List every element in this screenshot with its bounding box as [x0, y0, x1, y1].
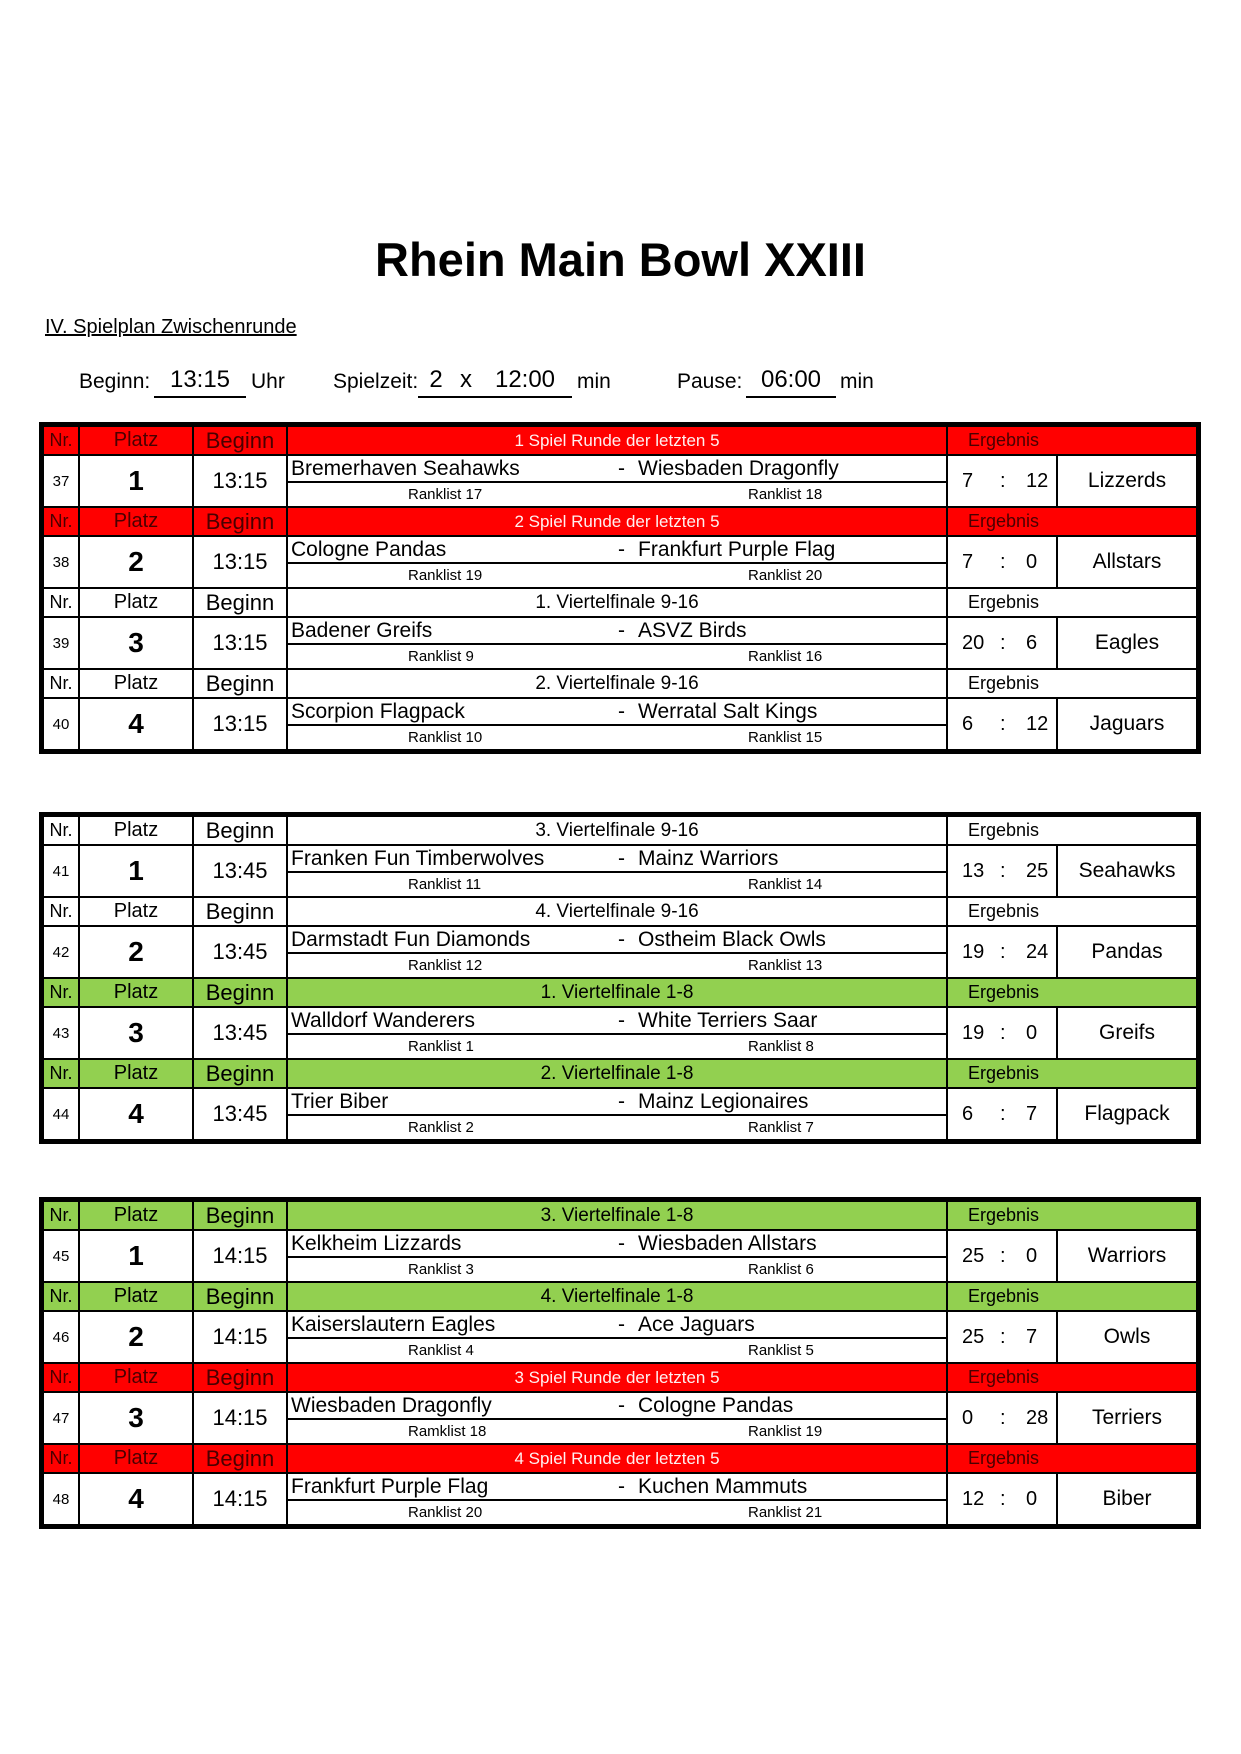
- round-header-row: [43, 1059, 1197, 1088]
- versus-dash: -: [618, 1090, 625, 1113]
- field-number: 3: [79, 617, 193, 669]
- round-title: 3. Viertelfinale 1-8: [287, 1201, 947, 1230]
- header-nr: Nr.: [43, 897, 79, 926]
- matchup: [287, 1007, 947, 1059]
- round-header-row: [43, 1444, 1197, 1473]
- away-ranklist: Ranklist 6: [748, 1261, 814, 1278]
- game-number: 44: [43, 1088, 79, 1140]
- versus-dash: -: [618, 538, 625, 561]
- home-ranklist: Ranklist 20: [408, 1504, 483, 1521]
- header-platz: Platz: [79, 1363, 193, 1392]
- header-platz: Platz: [79, 1059, 193, 1088]
- header-ergebnis: Ergebnis: [947, 588, 1197, 617]
- away-ranklist: Ranklist 13: [748, 957, 823, 974]
- spielzeit-label: Spielzeit:: [333, 370, 419, 393]
- winner-name: Biber: [1057, 1473, 1197, 1525]
- away-ranklist: Ranklist 5: [748, 1342, 814, 1359]
- header-platz: Platz: [79, 1201, 193, 1230]
- header-platz: Platz: [79, 507, 193, 536]
- schedule-block: [39, 1197, 1201, 1529]
- home-team: Badener Greifs: [291, 619, 433, 642]
- score: [947, 1088, 1057, 1140]
- away-team: White Terriers Saar: [638, 1009, 818, 1032]
- header-platz: Platz: [79, 669, 193, 698]
- schedule-table: [42, 425, 1198, 751]
- winner-name: Flagpack: [1057, 1088, 1197, 1140]
- start-time: 13:45: [193, 1007, 287, 1059]
- header-ergebnis: Ergebnis: [947, 1201, 1197, 1230]
- versus-dash: -: [618, 1313, 625, 1336]
- round-title: 1. Viertelfinale 1-8: [287, 978, 947, 1007]
- home-team: Cologne Pandas: [291, 538, 447, 561]
- away-team: Ace Jaguars: [638, 1313, 755, 1336]
- start-time: 13:15: [193, 617, 287, 669]
- header-ergebnis: Ergebnis: [947, 1282, 1197, 1311]
- matchup: [287, 1311, 947, 1363]
- game-row: [43, 1007, 1197, 1059]
- game-row: [43, 1230, 1197, 1282]
- score-home: 7: [962, 551, 974, 573]
- field-number: 4: [79, 1088, 193, 1140]
- winner-name: Terriers: [1057, 1392, 1197, 1444]
- winner-name: Lizzerds: [1057, 455, 1197, 507]
- matchup: [287, 1230, 947, 1282]
- field-number: 4: [79, 698, 193, 750]
- score-colon: :: [1000, 713, 1006, 735]
- score-colon: :: [1000, 1407, 1006, 1429]
- score-away: 0: [1026, 551, 1038, 573]
- versus-dash: -: [618, 1009, 625, 1032]
- score-colon: :: [1000, 632, 1006, 654]
- round-title: 4. Viertelfinale 9-16: [287, 897, 947, 926]
- home-ranklist: Ranklist 1: [408, 1038, 474, 1055]
- pause-label: Pause:: [677, 370, 743, 393]
- header-platz: Platz: [79, 897, 193, 926]
- header-beginn: Beginn: [193, 588, 287, 617]
- field-number: 1: [79, 1230, 193, 1282]
- winner-name: Warriors: [1057, 1230, 1197, 1282]
- header-beginn: Beginn: [193, 1282, 287, 1311]
- score: [947, 1311, 1057, 1363]
- start-time: 13:45: [193, 845, 287, 897]
- game-row: [43, 617, 1197, 669]
- home-ranklist: Ranklist 12: [408, 957, 483, 974]
- header-nr: Nr.: [43, 1201, 79, 1230]
- winner-name: Allstars: [1057, 536, 1197, 588]
- versus-dash: -: [618, 1232, 625, 1255]
- score: [947, 617, 1057, 669]
- score-away: 6: [1026, 632, 1038, 654]
- matchup: [287, 617, 947, 669]
- page-title: Rhein Main Bowl XXIII: [375, 233, 866, 286]
- score: [947, 926, 1057, 978]
- winner-name: Greifs: [1057, 1007, 1197, 1059]
- score-home: 7: [962, 470, 974, 492]
- start-time: 14:15: [193, 1473, 287, 1525]
- versus-dash: -: [618, 847, 625, 870]
- round-header-row: [43, 1201, 1197, 1230]
- header-nr: Nr.: [43, 669, 79, 698]
- score-colon: :: [1000, 1488, 1006, 1510]
- header-beginn: Beginn: [193, 978, 287, 1007]
- start-time: 13:45: [193, 926, 287, 978]
- header-beginn: Beginn: [193, 816, 287, 845]
- score: [947, 1473, 1057, 1525]
- field-number: 4: [79, 1473, 193, 1525]
- winner-name: Eagles: [1057, 617, 1197, 669]
- winner-name: Jaguars: [1057, 698, 1197, 750]
- home-ranklist: Ranklist 4: [408, 1342, 474, 1359]
- header-ergebnis: Ergebnis: [947, 1444, 1197, 1473]
- home-team: Darmstadt Fun Diamonds: [291, 928, 531, 951]
- game-row: [43, 455, 1197, 507]
- winner-name: Seahawks: [1057, 845, 1197, 897]
- header-beginn: Beginn: [193, 426, 287, 455]
- score: [947, 698, 1057, 750]
- start-time: 13:15: [193, 698, 287, 750]
- start-time: 14:15: [193, 1392, 287, 1444]
- header-nr: Nr.: [43, 1059, 79, 1088]
- home-team: Frankfurt Purple Flag: [291, 1475, 489, 1498]
- matchup: [287, 1088, 947, 1140]
- away-team: Cologne Pandas: [638, 1394, 794, 1417]
- score-colon: :: [1000, 941, 1006, 963]
- score-home: 19: [962, 941, 985, 963]
- score: [947, 845, 1057, 897]
- score-colon: :: [1000, 1103, 1006, 1125]
- score-home: 13: [962, 860, 985, 882]
- header-platz: Platz: [79, 1282, 193, 1311]
- home-ranklist: Ranklist 19: [408, 567, 483, 584]
- score-away: 12: [1026, 713, 1049, 735]
- game-number: 46: [43, 1311, 79, 1363]
- game-row: [43, 1473, 1197, 1525]
- game-number: 41: [43, 845, 79, 897]
- score-home: 19: [962, 1022, 985, 1044]
- score-away: 24: [1026, 941, 1049, 963]
- section-subtitle: IV. Spielplan Zwischenrunde: [45, 316, 297, 338]
- pause-unit: min: [840, 370, 874, 393]
- header-nr: Nr.: [43, 1282, 79, 1311]
- versus-dash: -: [618, 457, 625, 480]
- matchup: [287, 1392, 947, 1444]
- home-ranklist: Ranklist 10: [408, 729, 483, 746]
- header-beginn: Beginn: [193, 1201, 287, 1230]
- matchup: [287, 698, 947, 750]
- header-platz: Platz: [79, 978, 193, 1007]
- header-platz: Platz: [79, 588, 193, 617]
- game-row: [43, 845, 1197, 897]
- game-number: 42: [43, 926, 79, 978]
- away-ranklist: Ranklist 20: [748, 567, 823, 584]
- home-ranklist: Ranklist 17: [408, 486, 483, 503]
- away-team: Mainz Legionaires: [638, 1090, 809, 1113]
- versus-dash: -: [618, 928, 625, 951]
- home-team: Kelkheim Lizzards: [291, 1232, 462, 1255]
- away-ranklist: Ranklist 21: [748, 1504, 823, 1521]
- game-number: 43: [43, 1007, 79, 1059]
- score-home: 0: [962, 1407, 974, 1429]
- game-row: [43, 1088, 1197, 1140]
- start-time: 13:15: [193, 455, 287, 507]
- score-away: 12: [1026, 470, 1049, 492]
- score: [947, 536, 1057, 588]
- pause-value: 06:00: [746, 366, 836, 398]
- header-ergebnis: Ergebnis: [947, 816, 1197, 845]
- game-number: 47: [43, 1392, 79, 1444]
- field-number: 2: [79, 1311, 193, 1363]
- field-number: 1: [79, 845, 193, 897]
- home-ranklist: Ranklist 11: [408, 876, 482, 893]
- schedule-table: [42, 1200, 1198, 1526]
- round-title: 4 Spiel Runde der letzten 5: [287, 1444, 947, 1473]
- round-header-row: [43, 426, 1197, 455]
- score-colon: :: [1000, 860, 1006, 882]
- spielzeit-x: x: [454, 366, 478, 398]
- versus-dash: -: [618, 1394, 625, 1417]
- spielzeit-count: 2: [418, 366, 454, 398]
- game-row: [43, 926, 1197, 978]
- header-ergebnis: Ergebnis: [947, 1059, 1197, 1088]
- away-ranklist: Ranklist 18: [748, 486, 823, 503]
- matchup: [287, 845, 947, 897]
- header-ergebnis: Ergebnis: [947, 978, 1197, 1007]
- header-nr: Nr.: [43, 1363, 79, 1392]
- header-ergebnis: Ergebnis: [947, 426, 1197, 455]
- round-title: 2 Spiel Runde der letzten 5: [287, 507, 947, 536]
- game-number: 48: [43, 1473, 79, 1525]
- away-team: Mainz Warriors: [638, 847, 779, 870]
- home-team: Wiesbaden Dragonfly: [291, 1394, 492, 1417]
- header-nr: Nr.: [43, 507, 79, 536]
- header-beginn: Beginn: [193, 897, 287, 926]
- header-nr: Nr.: [43, 426, 79, 455]
- round-header-row: [43, 897, 1197, 926]
- away-ranklist: Ranklist 8: [748, 1038, 814, 1055]
- home-ranklist: Ramklist 18: [408, 1423, 487, 1440]
- round-title: 1 Spiel Runde der letzten 5: [287, 426, 947, 455]
- score-home: 25: [962, 1326, 985, 1348]
- header-nr: Nr.: [43, 588, 79, 617]
- game-number: 39: [43, 617, 79, 669]
- home-team: Scorpion Flagpack: [291, 700, 465, 723]
- game-row: [43, 698, 1197, 750]
- score-colon: :: [1000, 551, 1006, 573]
- score-home: 6: [962, 1103, 974, 1125]
- score-home: 20: [962, 632, 985, 654]
- round-title: 3 Spiel Runde der letzten 5: [287, 1363, 947, 1392]
- start-time: 13:45: [193, 1088, 287, 1140]
- start-time: 14:15: [193, 1230, 287, 1282]
- score: [947, 455, 1057, 507]
- game-row: [43, 1392, 1197, 1444]
- round-title: 1. Viertelfinale 9-16: [287, 588, 947, 617]
- matchup: [287, 926, 947, 978]
- away-team: Frankfurt Purple Flag: [638, 538, 836, 561]
- score-colon: :: [1000, 470, 1006, 492]
- spielzeit-value: 12:00: [478, 366, 572, 398]
- score: [947, 1007, 1057, 1059]
- score: [947, 1230, 1057, 1282]
- away-team: ASVZ Birds: [638, 619, 747, 642]
- versus-dash: -: [618, 1475, 625, 1498]
- game-number: 40: [43, 698, 79, 750]
- away-team: Wiesbaden Allstars: [638, 1232, 817, 1255]
- score-away: 25: [1026, 860, 1049, 882]
- home-team: Kaiserslautern Eagles: [291, 1313, 496, 1336]
- round-title: 3. Viertelfinale 9-16: [287, 816, 947, 845]
- beginn-label: Beginn:: [79, 370, 151, 393]
- game-number: 45: [43, 1230, 79, 1282]
- home-ranklist: Ranklist 3: [408, 1261, 474, 1278]
- header-nr: Nr.: [43, 816, 79, 845]
- round-header-row: [43, 1282, 1197, 1311]
- start-time: 14:15: [193, 1311, 287, 1363]
- header-beginn: Beginn: [193, 507, 287, 536]
- score-home: 6: [962, 713, 974, 735]
- away-ranklist: Ranklist 16: [748, 648, 823, 665]
- field-number: 1: [79, 455, 193, 507]
- home-team: Bremerhaven Seahawks: [291, 457, 520, 480]
- field-number: 2: [79, 926, 193, 978]
- header-ergebnis: Ergebnis: [947, 1363, 1197, 1392]
- winner-name: Owls: [1057, 1311, 1197, 1363]
- matchup: [287, 536, 947, 588]
- round-header-row: [43, 669, 1197, 698]
- beginn-value: 13:15: [154, 366, 246, 398]
- round-header-row: [43, 816, 1197, 845]
- header-ergebnis: Ergebnis: [947, 669, 1197, 698]
- score-colon: :: [1000, 1245, 1006, 1267]
- home-team: Trier Biber: [291, 1090, 389, 1113]
- away-ranklist: Ranklist 19: [748, 1423, 823, 1440]
- schedule-block: [39, 422, 1201, 754]
- away-ranklist: Ranklist 15: [748, 729, 823, 746]
- game-number: 38: [43, 536, 79, 588]
- header-beginn: Beginn: [193, 1363, 287, 1392]
- away-team: Ostheim Black Owls: [638, 928, 826, 951]
- spielzeit-unit: min: [577, 370, 611, 393]
- winner-name: Pandas: [1057, 926, 1197, 978]
- game-number: 37: [43, 455, 79, 507]
- game-row: [43, 536, 1197, 588]
- header-beginn: Beginn: [193, 669, 287, 698]
- schedule-block: [39, 812, 1201, 1144]
- round-header-row: [43, 507, 1197, 536]
- score-colon: :: [1000, 1326, 1006, 1348]
- round-title: 2. Viertelfinale 9-16: [287, 669, 947, 698]
- score-away: 7: [1026, 1103, 1038, 1125]
- versus-dash: -: [618, 619, 625, 642]
- round-title: 2. Viertelfinale 1-8: [287, 1059, 947, 1088]
- header-beginn: Beginn: [193, 1059, 287, 1088]
- away-ranklist: Ranklist 14: [748, 876, 823, 893]
- header-beginn: Beginn: [193, 1444, 287, 1473]
- matchup: [287, 1473, 947, 1525]
- header-platz: Platz: [79, 426, 193, 455]
- round-header-row: [43, 978, 1197, 1007]
- round-header-row: [43, 1363, 1197, 1392]
- field-number: 3: [79, 1007, 193, 1059]
- header-ergebnis: Ergebnis: [947, 507, 1197, 536]
- header-nr: Nr.: [43, 978, 79, 1007]
- header-nr: Nr.: [43, 1444, 79, 1473]
- home-ranklist: Ranklist 9: [408, 648, 474, 665]
- score-away: 0: [1026, 1022, 1038, 1044]
- away-team: Werratal Salt Kings: [638, 700, 818, 723]
- home-ranklist: Ranklist 2: [408, 1119, 474, 1136]
- home-team: Franken Fun Timberwolves: [291, 847, 545, 870]
- header-platz: Platz: [79, 1444, 193, 1473]
- away-team: Kuchen Mammuts: [638, 1475, 808, 1498]
- home-team: Walldorf Wanderers: [291, 1009, 475, 1032]
- score-colon: :: [1000, 1022, 1006, 1044]
- beginn-unit: Uhr: [251, 370, 285, 393]
- field-number: 2: [79, 536, 193, 588]
- score-home: 25: [962, 1245, 985, 1267]
- score-away: 7: [1026, 1326, 1038, 1348]
- header-platz: Platz: [79, 816, 193, 845]
- schedule-table: [42, 815, 1198, 1141]
- score-home: 12: [962, 1488, 985, 1510]
- round-header-row: [43, 588, 1197, 617]
- score-away: 0: [1026, 1245, 1038, 1267]
- away-ranklist: Ranklist 7: [748, 1119, 814, 1136]
- score-away: 28: [1026, 1407, 1049, 1429]
- header-ergebnis: Ergebnis: [947, 897, 1197, 926]
- away-team: Wiesbaden Dragonfly: [638, 457, 839, 480]
- score-away: 0: [1026, 1488, 1038, 1510]
- field-number: 3: [79, 1392, 193, 1444]
- start-time: 13:15: [193, 536, 287, 588]
- round-title: 4. Viertelfinale 1-8: [287, 1282, 947, 1311]
- schedule-info: [0, 366, 1241, 402]
- matchup: [287, 455, 947, 507]
- score: [947, 1392, 1057, 1444]
- versus-dash: -: [618, 700, 625, 723]
- game-row: [43, 1311, 1197, 1363]
